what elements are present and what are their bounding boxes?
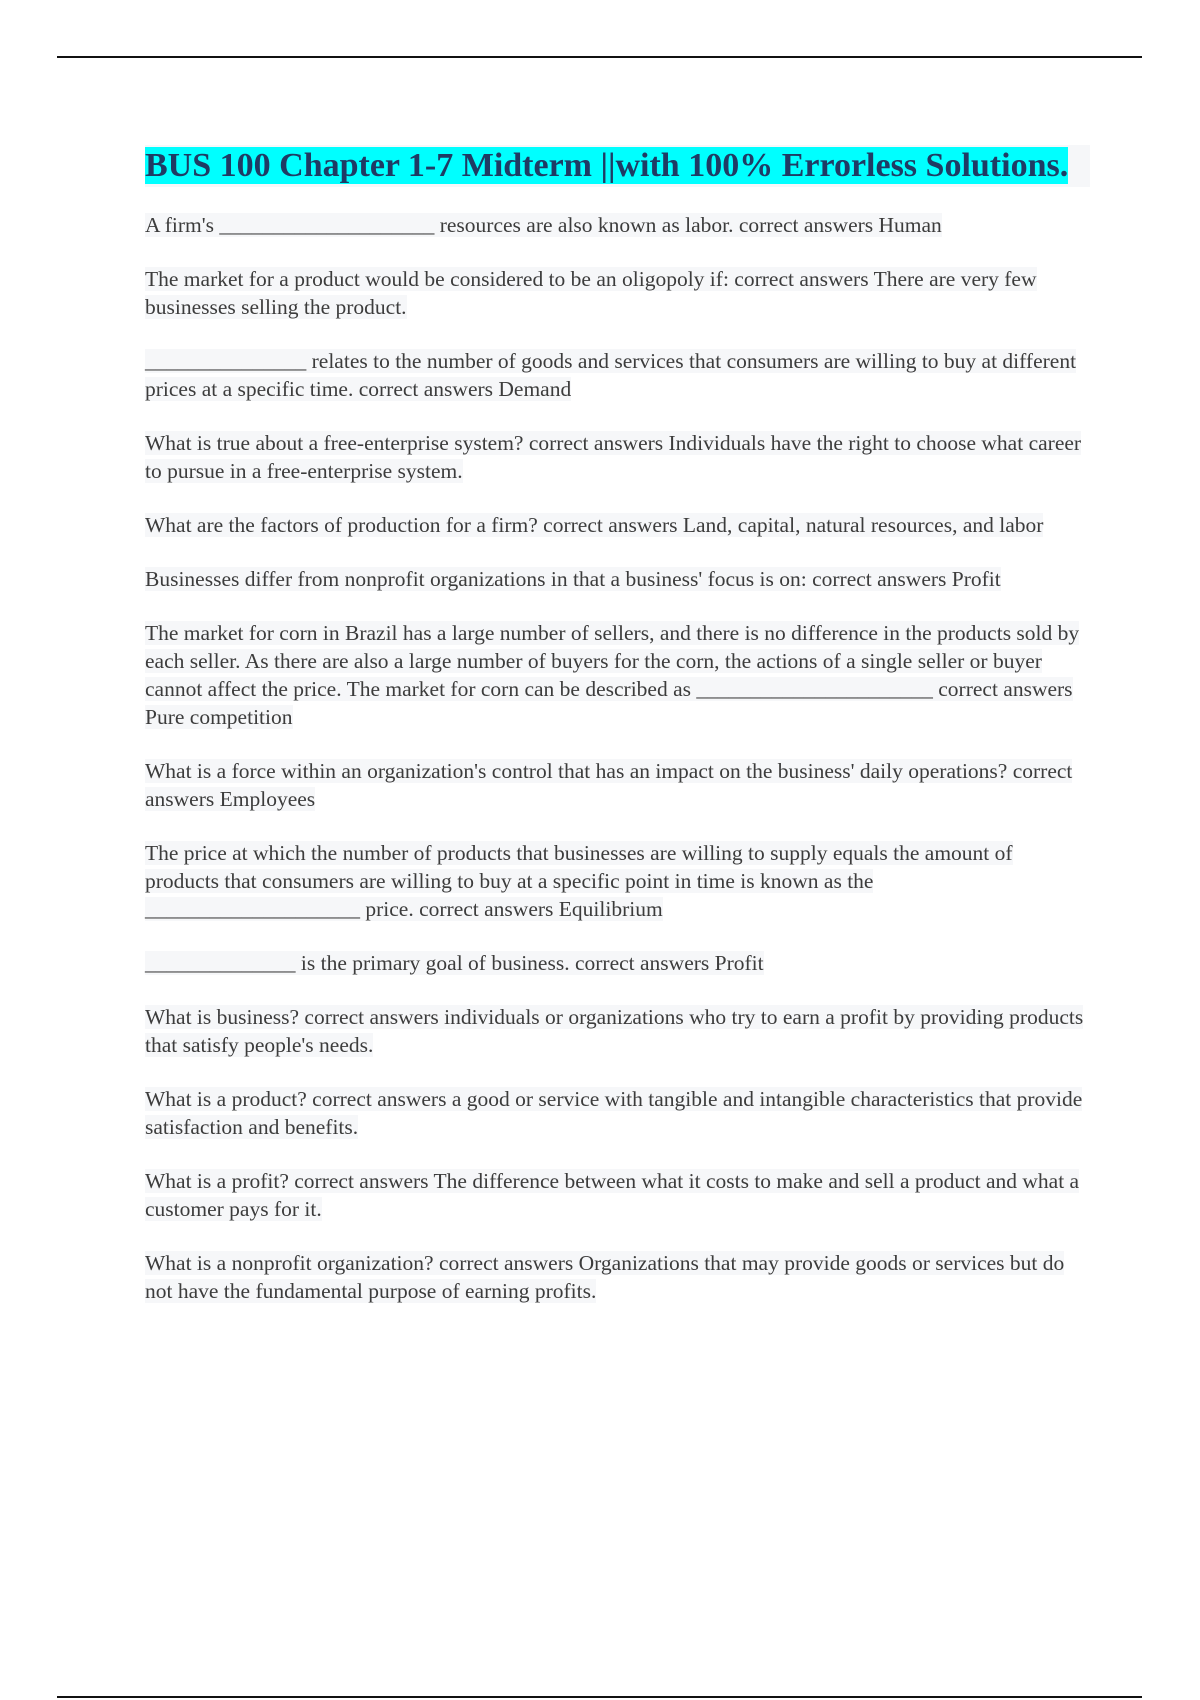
- qa-item: [145, 211, 1090, 239]
- qa-item: [145, 949, 1090, 977]
- qa-item-text: ______________ is the primary goal of business. correct answers Profit: [145, 951, 764, 975]
- qa-item: [145, 265, 1090, 321]
- qa-item: [145, 347, 1090, 403]
- qa-item-text: What is a profit? correct answers The difference between what it costs to make and sell a product and what a customer pays for it.: [145, 1169, 1080, 1221]
- top-rule: [57, 56, 1142, 58]
- document-body: [145, 145, 1090, 1331]
- qa-item: [145, 1085, 1090, 1141]
- qa-item: [145, 1167, 1090, 1223]
- qa-item-text: The market for a product would be considered to be an oligopoly if: correct answers There are very few businesses selling the product.: [145, 267, 1037, 319]
- qa-item: [145, 757, 1090, 813]
- qa-item-text: What is a nonprofit organization? correct answers Organizations that may provide goods or services but do not have the fundamental purpose of earning profits.: [145, 1251, 1065, 1303]
- qa-item: [145, 511, 1090, 539]
- qa-item: [145, 565, 1090, 593]
- qa-item-text: What is business? correct answers individuals or organizations who try to earn a profit by providing products that satisfy people's needs.: [145, 1005, 1084, 1057]
- qa-item-text: What is a force within an organization's control that has an impact on the business' daily operations? correct answers Employees: [145, 759, 1073, 811]
- qa-item-text: The price at which the number of products that businesses are willing to supply equals the amount of products that consumers are willing to buy at a specific point in time is known as the ____________________ price. correct answers Equilibrium: [145, 841, 1013, 921]
- bottom-rule: [57, 1696, 1142, 1698]
- document-title-text: BUS 100 Chapter 1-7 Midterm ||with 100% Errorless Solutions.: [145, 147, 1069, 184]
- qa-item: [145, 429, 1090, 485]
- qa-item: [145, 839, 1090, 923]
- qa-item-text: The market for corn in Brazil has a large number of sellers, and there is no difference in the products sold by each seller. As there are also a large number of buyers for the corn, the actions of a single seller or buyer cannot affect the price. The market for corn can be described as ______________________ correct answers Pure competition: [145, 621, 1080, 729]
- qa-item: [145, 1249, 1090, 1305]
- qa-item-text: Businesses differ from nonprofit organizations in that a business' focus is on: correct answers Profit: [145, 567, 1001, 591]
- qa-item-text: _______________ relates to the number of goods and services that consumers are willing to buy at different prices at a specific time. correct answers Demand: [145, 349, 1077, 401]
- qa-item-text: What is a product? correct answers a good or service with tangible and intangible characteristics that provide satisfaction and benefits.: [145, 1087, 1083, 1139]
- document-title: [145, 145, 1090, 187]
- title-block: [145, 145, 1090, 187]
- qa-item: [145, 1003, 1090, 1059]
- qa-item-text: A firm's ____________________ resources are also known as labor. correct answers Human: [145, 213, 942, 237]
- qa-item-text: What are the factors of production for a firm? correct answers Land, capital, natural resources, and labor: [145, 513, 1044, 537]
- qa-item: [145, 619, 1090, 731]
- qa-item-text: What is true about a free-enterprise system? correct answers Individuals have the right to choose what career to pursue in a free-enterprise system.: [145, 431, 1082, 483]
